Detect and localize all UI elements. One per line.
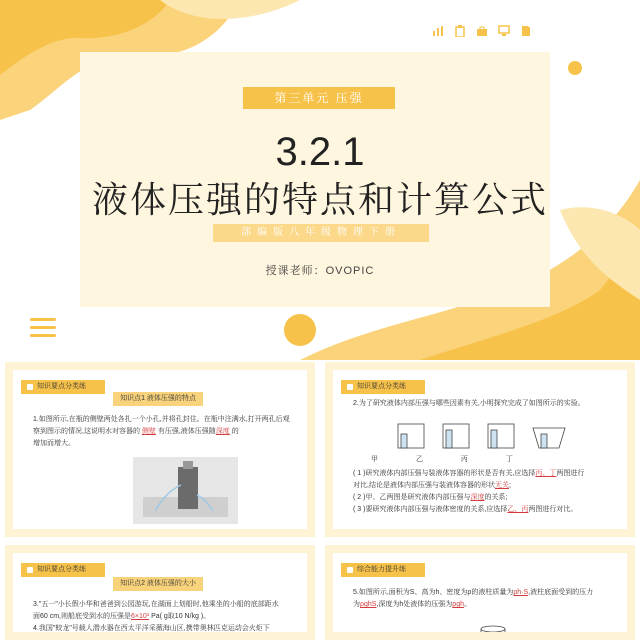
- section-header: 知识要点分类练: [21, 380, 105, 394]
- lesson-number: 3.2.1: [275, 130, 365, 174]
- section-header: 知识要点分类练: [341, 380, 425, 394]
- slide-thumbnail-3[interactable]: [5, 545, 315, 640]
- briefcase-icon[interactable]: [476, 24, 488, 36]
- section-header: 知识要点分类练: [21, 563, 105, 577]
- bar-chart-icon[interactable]: [432, 24, 444, 36]
- question-text: 2.为了研究液体内部压强与哪些因素有关,小明探究完成了如图所示的实验。: [353, 400, 585, 407]
- slide-thumbnail-1[interactable]: [5, 362, 315, 537]
- menu-icon[interactable]: [30, 318, 56, 342]
- slide-thumbnail-4[interactable]: [325, 545, 635, 640]
- toolbar: [432, 24, 532, 36]
- clipboard-icon[interactable]: [454, 24, 466, 36]
- teacher-label: 授课老师：OVOPIC: [265, 265, 375, 277]
- question-text: 5.如图所示,面积为S、高为h、密度为ρ的液柱质量为ρh·S,液柱底面受到的压力 为ρghS,深度为h处液体的压强为ρgh。: [353, 589, 594, 608]
- liquid-column-diagram: [473, 623, 513, 632]
- unit-tag: 第三单元 压强: [243, 87, 395, 109]
- pressure-experiment-diagram: [393, 416, 573, 456]
- question-text: 3."五一"小长假小华和爸爸到公园游玩,在湖面上划船时,他乘坐的小船的底部距水 面60 cm,则船底受到水的压强是6×10³ Pa( g取10 N/kg )。 4.我国"蛟龙"号载人潜水器在西太平洋采薇海山区,携带奥林匹克运动会火炬下: [33, 601, 279, 632]
- edition-banner: 部编版八年级物理下册: [213, 224, 429, 242]
- page-title: 液体压强的特点和计算公式: [91, 179, 548, 220]
- monitor-icon[interactable]: [498, 24, 510, 36]
- diagram-labels: 甲 乙 丙 丁: [371, 456, 513, 463]
- sub-questions: ( 1 )研究液体内部压强与装液体容器的形状是否有关,应选择丙、丁两图进行 对比,结论是液体内部压强与装液体容器的形状无关; ( 2 )甲、乙两图是研究液体内部压强与深度的关系; ( 3 )要研究液体内部压强与液体密度的关系,应选择乙、丙两图进行对比。: [353, 470, 585, 513]
- document-icon[interactable]: [520, 24, 532, 36]
- bottle-experiment-image: [133, 457, 238, 524]
- knowledge-point-label: 知识点1 液体压强的特点: [113, 392, 203, 406]
- slide-thumbnail-2[interactable]: [325, 362, 635, 537]
- knowledge-point-label: 知识点2 液体压强的大小: [113, 577, 203, 591]
- section-header: 综合能力提升练: [341, 563, 425, 577]
- question-text: 1.如图所示,在瓶的侧壁两处各扎一个小孔,并将孔封住。在瓶中注满水,打开两孔后观 察到图示的情况,这说明水对容器的 侧壁 有压强,液体压强随深度 的 增加而增大。: [33, 416, 290, 447]
